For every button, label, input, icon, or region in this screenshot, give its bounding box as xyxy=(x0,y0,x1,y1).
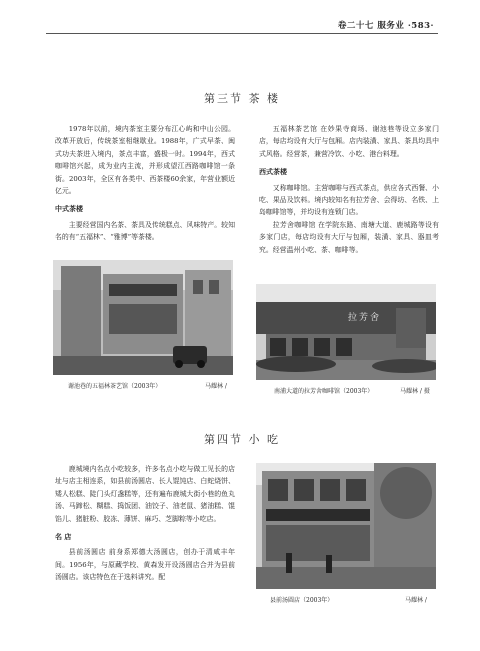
photo-caption: 县前汤圆店（2003年） xyxy=(270,597,334,604)
section3-right-column xyxy=(259,123,439,256)
paragraph: 主要经营国内名茶、茶具及传统糕点、风味特产。较知名的有“五福林”、“雅博”等茶楼。 xyxy=(55,220,235,242)
header-rule xyxy=(46,33,438,34)
photo-caption: 谢池巷的五福林茶艺馆（2003年） xyxy=(68,383,162,390)
subhead-western-teahouse: 西式茶楼 xyxy=(259,168,287,177)
entry-lead: 拉芳舍咖啡馆 xyxy=(272,220,316,229)
subhead-famous-shops: 名 店 xyxy=(55,533,72,542)
photo-credit: 马耀林 / 摄 xyxy=(400,388,430,395)
shop-sign-text: 拉芳舍 xyxy=(348,313,382,323)
entry-text: 在妙果寺商场、谢池巷等设立多家门店，每店均设有大厅与包厢。店内装潢、家具、茶具均具中式风格。经营茶，兼营冷饮、小吃、港台料理。 xyxy=(259,125,439,158)
entry-lead: 县前汤圆店 xyxy=(68,548,107,557)
paragraph: 1978年以前，境内茶室主要分布江心屿和中山公园。改革开放后，传统茶室相继歇业。1988年，广式早茶、闽式功夫茶进入境内，茶点丰富，盛极一时。1994年，西式咖啡馆兴起，成为业内主流，并形成望江西路咖啡馆一条街。2003年，全区有各类中、西茶楼60余家，年营业额近亿元。 xyxy=(55,125,235,196)
paragraph xyxy=(55,546,235,583)
subhead-chinese-teahouse: 中式茶楼 xyxy=(55,205,83,214)
photo-caption: 南浦大道的拉芳舍咖啡馆（2003年） xyxy=(274,388,374,395)
photo-credit: 马耀林 / xyxy=(405,597,427,604)
photo-wufulin-teahouse xyxy=(53,260,233,375)
photo-xianqian-tangyuan-shop xyxy=(256,463,436,589)
running-head: 卷二十七 服务业 ·583· xyxy=(337,21,434,31)
section-title-snacks: 第四节 小 吃 xyxy=(204,433,280,446)
entry-lead: 五福林茶艺馆 xyxy=(272,125,318,133)
paragraph: 鹿城境内名点小吃较多，许多名点小吃与做工见长的店址与店主相连系，如县前汤圆店、长人馄饨店、白蛇烧饼、矮人松糕、陡门头灯盏糕等，还有遍布鹿城大街小巷的鱼丸汤、马蹄松、糊糕、捣饭团、油饺子、油老鼠、猪油糕、馄馅儿、猪脏粉、胶冻、薄饼、麻巧、芝脚粽等小吃店。 xyxy=(55,465,235,523)
paragraph: 又称咖啡馆。主营咖啡与西式茶点，供应各式西餐、小吃、果品及饮料。境内较知名有拉芳舍、会得坊、名铁、上岛咖啡馆等，并均设有连锁门店。 xyxy=(259,183,439,217)
entry-text: 在学院东路、南塘大道、鹿城路等设有多家门店，每店均设有大厅与包厢，装潢、家具、器皿考究。经营温州小吃、茶、咖啡等。 xyxy=(259,220,439,254)
section3-left-column xyxy=(55,123,235,244)
section4-left-column xyxy=(55,463,235,584)
paragraph xyxy=(259,219,439,256)
section-title-teahouse: 第三节 茶 楼 xyxy=(204,92,280,105)
entry-text: 前身系郑德大汤圆店，创办于清咸丰年间。1956年，与原藏学校、黄森发开设汤圆店合并为县前汤圆店。该店特色在于选料讲究。配 xyxy=(55,548,235,582)
paragraph xyxy=(259,123,439,160)
photo-credit: 马耀林 / xyxy=(205,383,227,390)
photo-lafangshe-cafe xyxy=(256,284,436,380)
